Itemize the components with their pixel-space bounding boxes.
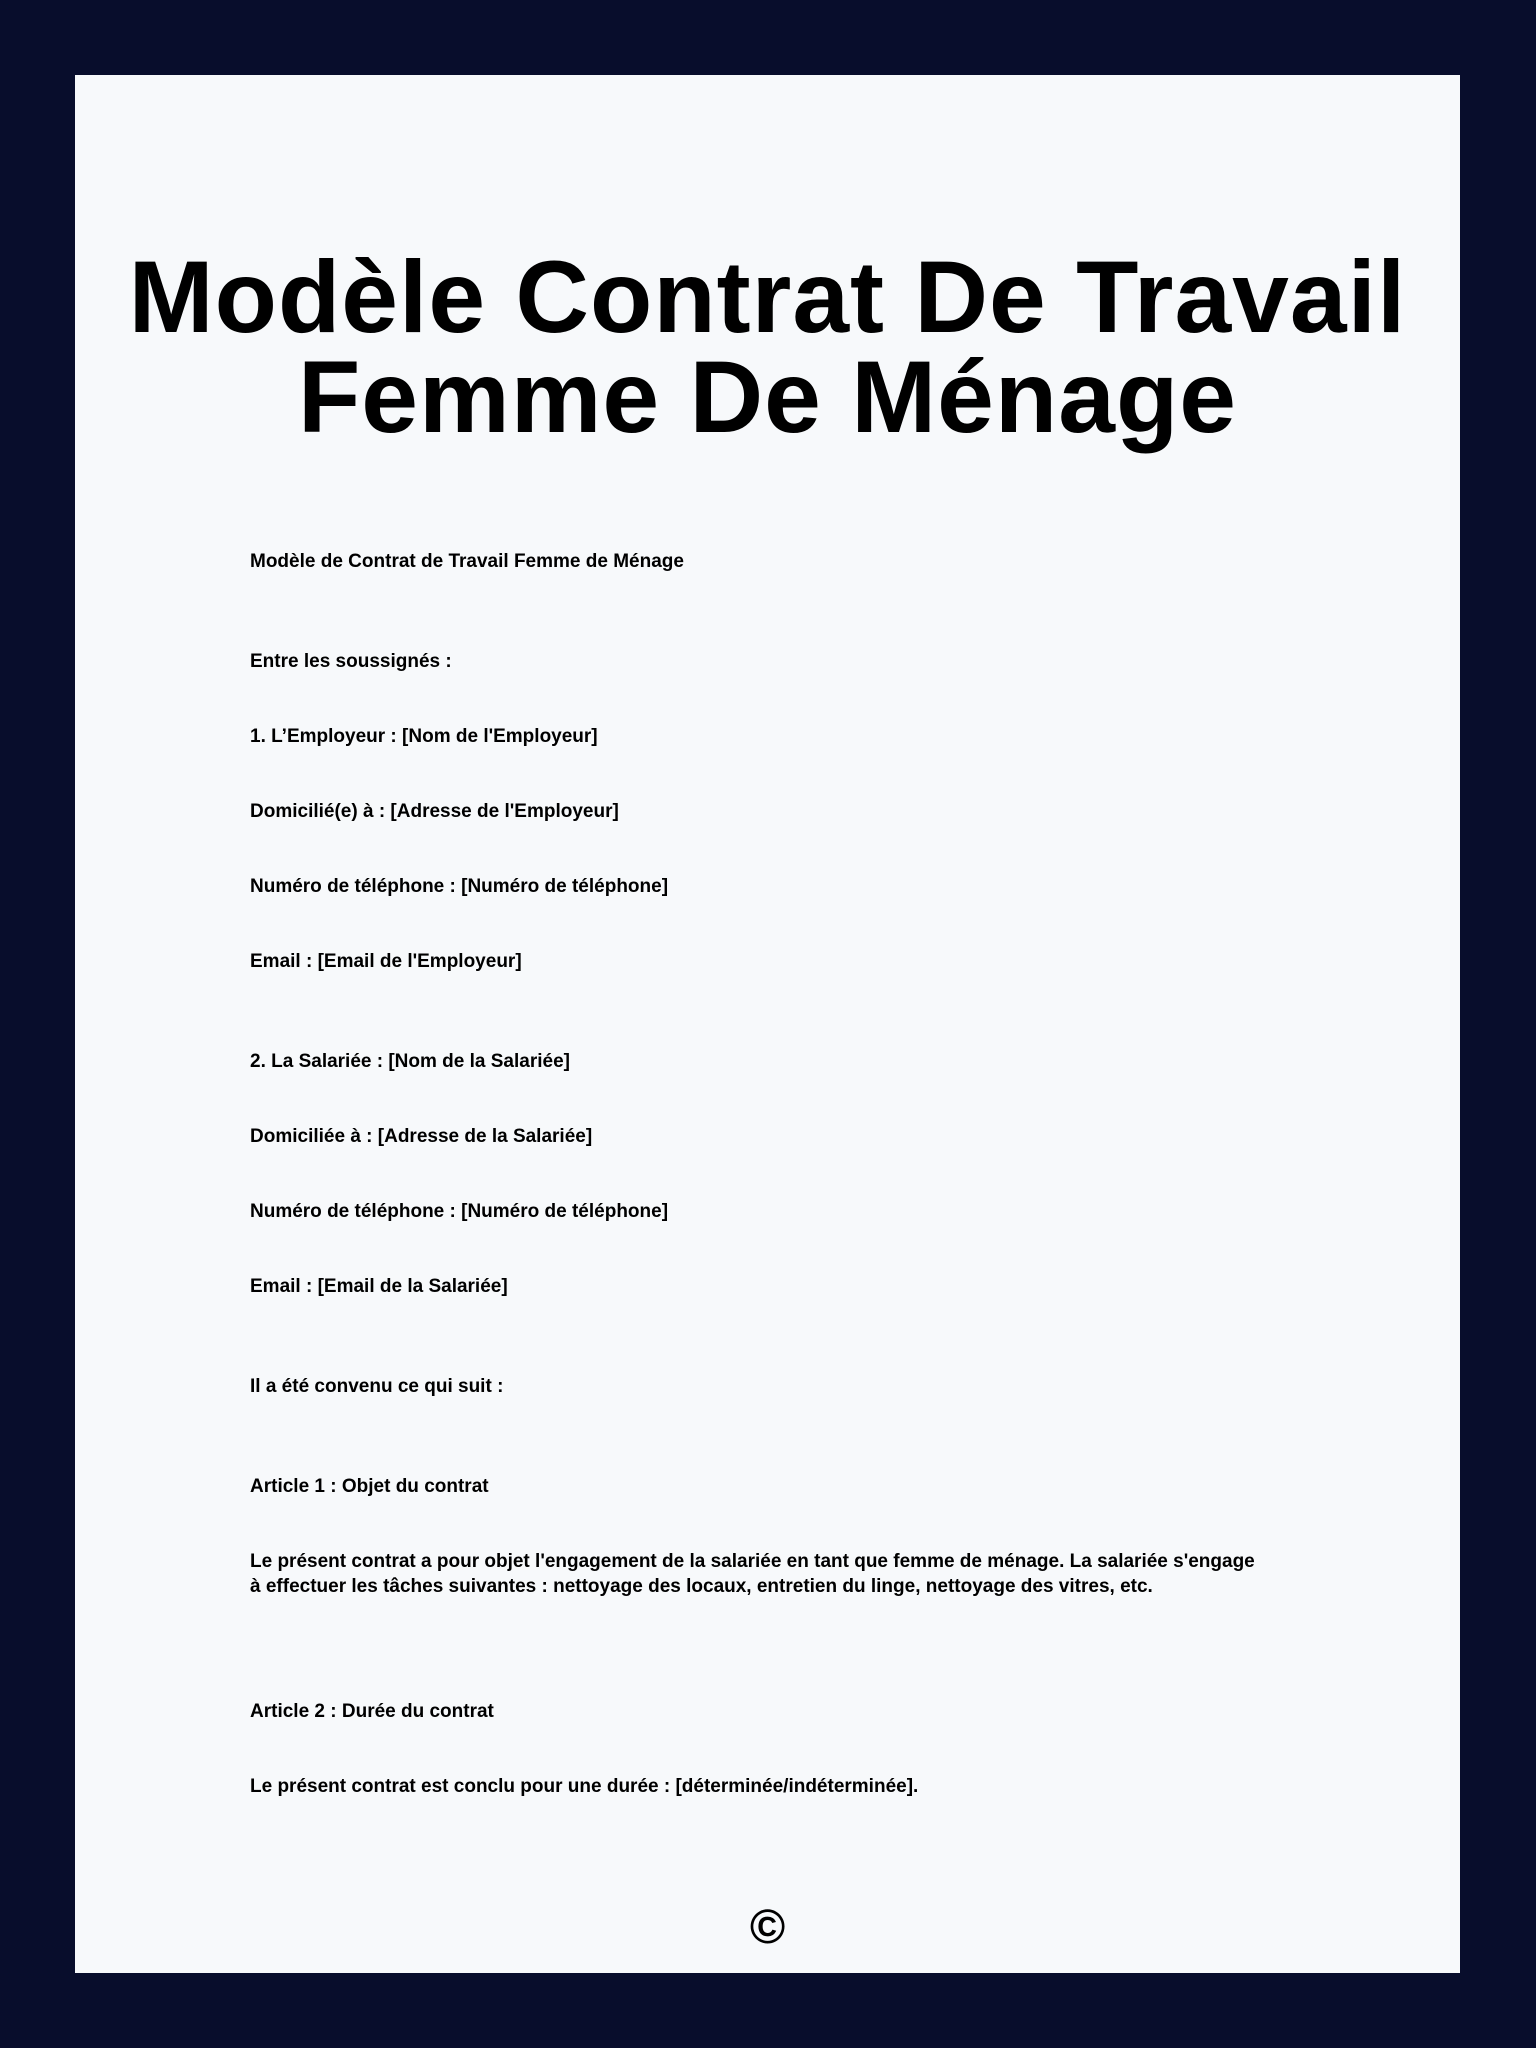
contract-heading: Modèle de Contrat de Travail Femme de Ménage xyxy=(250,551,684,572)
article-1-title: Article 1 : Objet du contrat xyxy=(250,1476,489,1497)
employer-phone: Numéro de téléphone : [Numéro de téléphone] xyxy=(250,876,669,897)
intro-text: Entre les soussignés : xyxy=(250,651,452,672)
employer-email: Email : [Email de l'Employeur] xyxy=(250,951,522,972)
employee-name: 2. La Salariée : [Nom de la Salariée] xyxy=(250,1051,570,1072)
document-page xyxy=(75,75,1460,1973)
copyright-icon: © xyxy=(749,1901,786,1954)
article-2-body: Le présent contrat est conclu pour une durée : [déterminée/indéterminée]. xyxy=(250,1776,919,1797)
article-1-body: Le présent contrat a pour objet l'engagement de la salariée en tant que femme de ménage. La salariée s'engage à effectuer les tâches suivantes : nettoyage des locaux, entretien du linge, nettoyage des vitres, etc. xyxy=(250,1551,1255,1597)
employee-address: Domiciliée à : [Adresse de la Salariée] xyxy=(250,1126,593,1147)
article-2-title: Article 2 : Durée du contrat xyxy=(250,1701,494,1722)
title-line-1: Modèle Contrat De Travail xyxy=(128,240,1407,354)
document-title xyxy=(75,240,1460,454)
agreement-text: Il a été convenu ce qui suit : xyxy=(250,1376,504,1397)
employee-email: Email : [Email de la Salariée] xyxy=(250,1276,508,1297)
title-line-2: Femme De Ménage xyxy=(298,340,1237,454)
employer-name: 1. L’Employeur : [Nom de l'Employeur] xyxy=(250,726,598,747)
employer-address: Domicilié(e) à : [Adresse de l'Employeur] xyxy=(250,801,619,822)
employee-phone: Numéro de téléphone : [Numéro de téléphone] xyxy=(250,1201,669,1222)
